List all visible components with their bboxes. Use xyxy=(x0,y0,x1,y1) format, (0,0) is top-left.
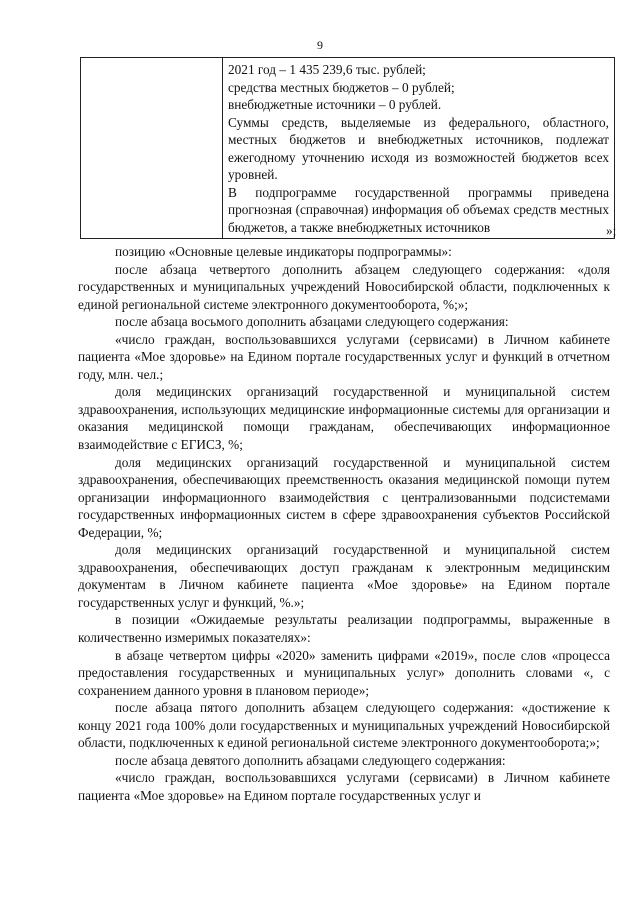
paragraph: после абзаца девятого дополнить абзацами следующего содержания: xyxy=(115,752,506,768)
funding-line-2021: 2021 год – 1 435 239,6 тыс. рублей; xyxy=(228,62,426,77)
funding-note-forecast-info: В подпрограмме государственной программы приведена прогнозная (справочная) информация об объемах средств местных бюджетов, а также внебюджетных источников xyxy=(228,184,609,235)
paragraph: после абзаца четвертого дополнить абзацем следующего содержания: «доля государственных и муниципальных учреждений Новосибирской области, подключенных к единой региональной системе электронного документооборота, %;»; xyxy=(78,261,610,312)
paragraph: доля медицинских организаций государственной и муниципальной систем здравоохранения, обеспечивающих преемственность оказания медицинской помощи путем организации информационного взаимодействия с централизованными подсистемами государственных информационных систем в сфере здравоохранения субъектов Российской Федерации, %; xyxy=(78,454,610,540)
funding-table xyxy=(80,57,615,239)
paragraph: «число граждан, воспользовавшихся услугами (сервисами) в Личном кабинете пациента «Мое здоровье» на Едином портале государственных услуг и функций в отчетном году, млн. чел.; xyxy=(78,331,610,382)
paragraph: после абзаца восьмого дополнить абзацами следующего содержания: xyxy=(115,314,509,330)
table-closing-quote: »; xyxy=(606,223,617,238)
funding-note-annual-adjustment: Суммы средств, выделяемые из федерального, областного, местных бюджетов и внебюджетных источников, подлежат ежегодному уточнению исходя из возможностей бюджетов всех уровней. xyxy=(228,114,609,182)
funding-line-local-budgets: средства местных бюджетов – 0 рублей; xyxy=(228,79,455,95)
page-number: 9 xyxy=(317,38,323,52)
paragraph: доля медицинских организаций государственной и муниципальной систем здравоохранения, обеспечивающих доступ гражданам к электронным медицинским документам в Личном кабинете пациента «Мое здоровье» на Едином портале государственных услуг и функций, %.»; xyxy=(78,542,610,610)
paragraph: в позиции «Ожидаемые результаты реализации подпрограммы, выраженные в количественно измеримых показателях»: xyxy=(78,612,610,646)
table-row xyxy=(81,58,615,239)
table-cell-empty xyxy=(81,58,223,239)
document-body xyxy=(78,243,610,805)
paragraph: позицию «Основные целевые индикаторы подпрограммы»: xyxy=(115,244,452,259)
funding-line-extrabudgetary: внебюджетные источники – 0 рублей. xyxy=(228,97,442,112)
paragraph: после абзаца пятого дополнить абзацем следующего содержания: «достижение к концу 2021 года 100% доли государственных и муниципальных учреждений Новосибирской области, подключенных к единой региональной системе электронного документооборота;»; xyxy=(78,700,610,751)
paragraph: в абзаце четвертом цифры «2020» заменить цифрами «2019», после слов «процесса предоставления государственных и муниципальных услуг» дополнить словами «, с сохранением данного уровня в плановом периоде»; xyxy=(78,647,610,698)
table-cell-funding xyxy=(223,58,615,239)
paragraph: доля медицинских организаций государственной и муниципальной систем здравоохранения, использующих медицинские информационные системы для организации и оказания медицинской помощи гражданам, обеспечивающих информационное взаимодействие с ЕГИСЗ, %; xyxy=(78,384,610,453)
paragraph: «число граждан, воспользовавшихся услугами (сервисами) в Личном кабинете пациента «Мое здоровье» на Едином портале государственных услуг и xyxy=(78,770,610,803)
